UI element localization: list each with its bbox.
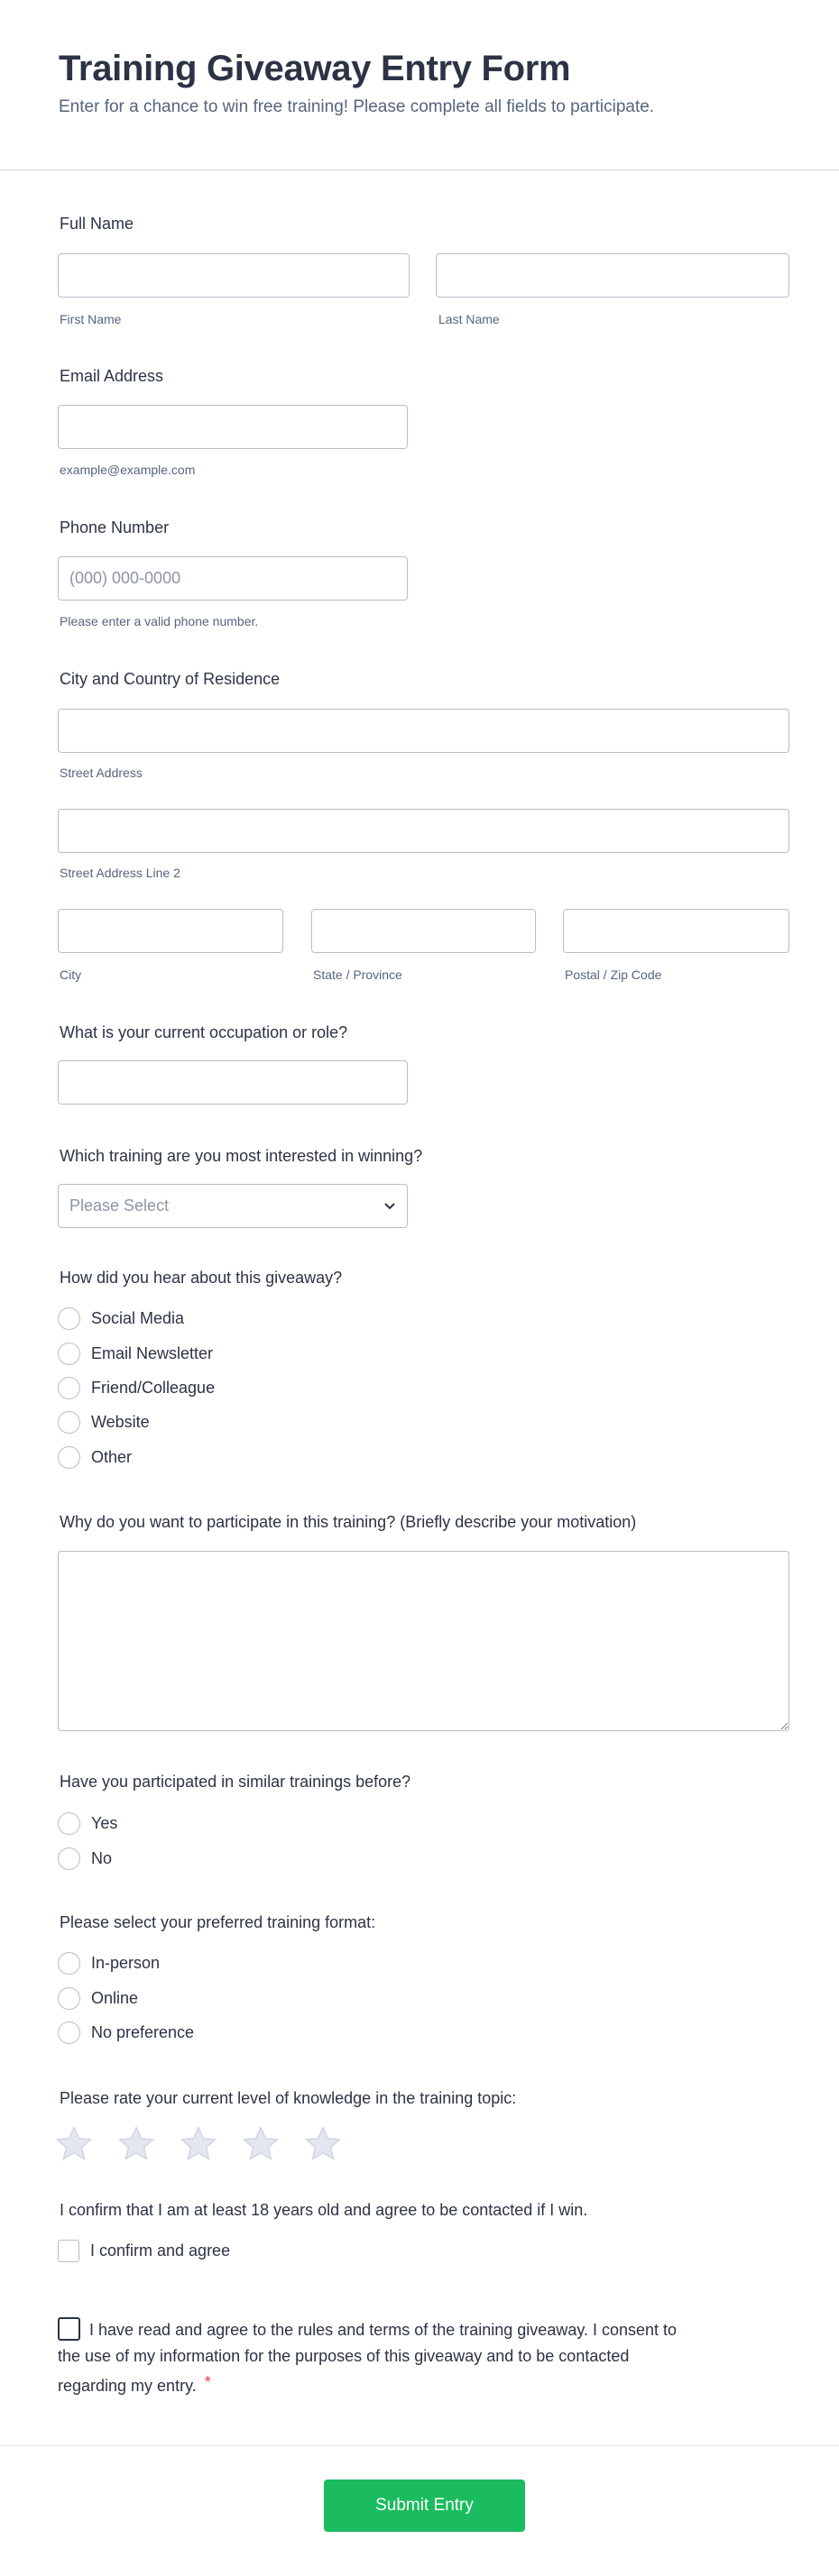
checkbox-icon[interactable]: [58, 2317, 80, 2341]
heard-label: How did you hear about this giveaway?: [60, 1269, 343, 1287]
training-select-value: Please Select: [69, 1196, 170, 1215]
full-name-label: Full Name: [60, 215, 134, 233]
age-confirm-checkbox[interactable]: I confirm and agree: [58, 2240, 230, 2262]
radio-circle-icon[interactable]: [58, 1446, 80, 1469]
radio-circle-icon[interactable]: [58, 1343, 80, 1365]
state-input[interactable]: [311, 909, 536, 953]
last-name-input[interactable]: [436, 253, 789, 298]
street-input[interactable]: [58, 709, 789, 753]
participated-label: Have you participated in similar trainings before?: [60, 1773, 411, 1791]
occupation-input[interactable]: [58, 1060, 408, 1105]
occupation-label: What is your current occupation or role?: [60, 1023, 348, 1041]
phone-label: Phone Number: [60, 518, 170, 536]
terms-text: I have read and agree to the rules and terms of the training giveaway. I consent to the use of my information for the purposes of this giveaway and to be contacted regarding my entry.: [58, 2321, 678, 2395]
street2-sublabel: Street Address Line 2: [60, 866, 180, 880]
email-hint: example@example.com: [60, 463, 196, 477]
radio-circle-icon[interactable]: [58, 1411, 80, 1434]
radio-friend-colleague[interactable]: Friend/Colleague: [58, 1376, 215, 1399]
motivation-textarea[interactable]: [58, 1551, 789, 1731]
street-sublabel: Street Address: [60, 765, 143, 780]
radio-no-preference[interactable]: No preference: [58, 2021, 194, 2044]
radio-website[interactable]: Website: [58, 1410, 150, 1434]
radio-online[interactable]: Online: [58, 1986, 138, 2010]
first-name-input[interactable]: [58, 253, 410, 298]
star-icon[interactable]: [180, 2125, 217, 2163]
first-name-sublabel: First Name: [60, 312, 122, 326]
chevron-down-icon: [383, 1202, 396, 1211]
radio-circle-icon[interactable]: [58, 1847, 80, 1870]
form-title: Training Giveaway Entry Form: [59, 49, 571, 88]
city-input[interactable]: [58, 909, 283, 953]
radio-circle-icon[interactable]: [58, 1307, 80, 1330]
age-confirm-label: I confirm that I am at least 18 years old and agree to be contacted if I win.: [60, 2201, 588, 2219]
state-sublabel: State / Province: [313, 967, 402, 982]
email-input[interactable]: [58, 405, 408, 449]
star-icon[interactable]: [55, 2125, 93, 2163]
radio-circle-icon[interactable]: [58, 1987, 80, 2010]
submit-button[interactable]: Submit Entry: [324, 2480, 525, 2532]
zip-input[interactable]: [563, 909, 789, 953]
zip-sublabel: Postal / Zip Code: [565, 967, 662, 982]
terms-checkbox[interactable]: [58, 2317, 698, 2399]
star-icon[interactable]: [117, 2125, 155, 2163]
city-sublabel: City: [60, 967, 82, 982]
radio-circle-icon[interactable]: [58, 1812, 80, 1835]
radio-circle-icon[interactable]: [58, 1377, 80, 1399]
email-label: Email Address: [60, 367, 164, 385]
training-label: Which training are you most interested in winning?: [60, 1147, 423, 1165]
radio-social-media[interactable]: Social Media: [58, 1306, 184, 1330]
radio-circle-icon[interactable]: [58, 2021, 80, 2044]
last-name-sublabel: Last Name: [438, 312, 500, 326]
motivation-label: Why do you want to participate in this training? (Briefly describe your motivation): [60, 1513, 637, 1531]
star-rating[interactable]: [55, 2125, 342, 2163]
address-label: City and Country of Residence: [60, 670, 281, 688]
training-select[interactable]: [58, 1184, 408, 1228]
phone-hint: Please enter a valid phone number.: [60, 614, 259, 628]
radio-email-newsletter[interactable]: Email Newsletter: [58, 1342, 213, 1365]
radio-in-person[interactable]: In-person: [58, 1951, 160, 1975]
checkbox-icon[interactable]: [58, 2240, 79, 2262]
radio-no[interactable]: No: [58, 1847, 112, 1870]
form-subtitle: Enter for a chance to win free training! Please complete all fields to participate.: [59, 97, 655, 116]
radio-circle-icon[interactable]: [58, 1952, 80, 1975]
rating-label: Please rate your current level of knowledge in the training topic:: [60, 2089, 517, 2107]
star-icon[interactable]: [304, 2125, 342, 2163]
radio-yes[interactable]: Yes: [58, 1811, 117, 1835]
footer-divider: [0, 2445, 839, 2446]
star-icon[interactable]: [242, 2125, 280, 2163]
required-asterisk: *: [204, 2373, 211, 2391]
street2-input[interactable]: [58, 809, 789, 853]
phone-input[interactable]: [58, 556, 408, 600]
radio-other[interactable]: Other: [58, 1445, 132, 1469]
format-label: Please select your preferred training format:: [60, 1913, 376, 1931]
